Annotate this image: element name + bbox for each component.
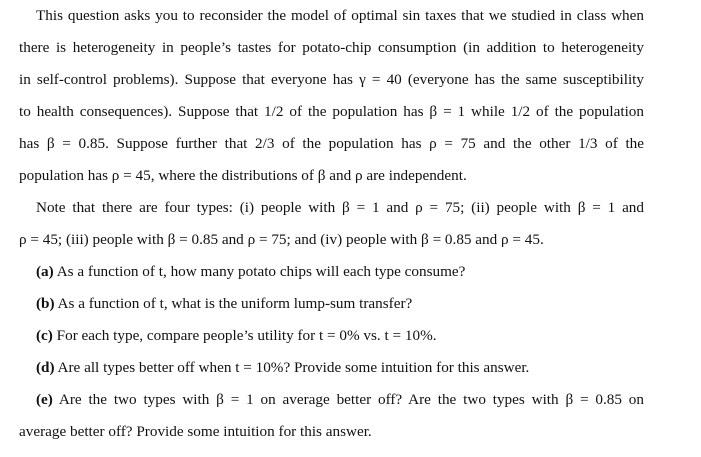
question-d-text: Are all types better off when t = 10%? Provide some intuition for this answer. [57,359,530,376]
question-b [36,294,412,314]
paragraph-1-line-4: to health consequences). Suppose that 1/2 of the population has β = 1 while 1/2 of the population [19,103,644,120]
paragraph-1-line-2: there is heterogeneity in people’s tastes for potato-chip consumption (in addition to heterogeneity [19,39,644,56]
question-a [36,262,465,282]
paragraph-1-line-6: population has ρ = 45, where the distributions of β and ρ are independent. [19,167,467,184]
question-b-label: (b) [36,295,55,312]
paragraph-1-line-3: in self-control problems). Suppose that everyone has γ = 40 (everyone has the same susceptibility [19,71,644,88]
question-c-text: For each type, compare people’s utility for t = 0% vs. t = 10%. [56,327,437,344]
question-b-text: As a function of t, what is the uniform lump-sum transfer? [57,295,413,312]
question-d-label: (d) [36,359,55,376]
paragraph-1-line-5: has β = 0.85. Suppose further that 2/3 of the population has ρ = 75 and the other 1/3 of the [19,135,644,152]
question-c [36,326,437,346]
question-c-label: (c) [36,327,53,344]
question-e-text-continued: average better off? Provide some intuition for this answer. [19,423,372,440]
question-e-continued [19,422,372,442]
question-e-text: Are the two types with β = 1 on average better off? Are the two types with β = 0.85 on [58,391,644,408]
question-a-label: (a) [36,263,54,280]
question-e [36,390,644,410]
question-a-text: As a function of t, how many potato chips will each type consume? [56,263,466,280]
paragraph-1-line-1: This question asks you to reconsider the model of optimal sin taxes that we studied in class when [36,7,644,24]
question-e-label: (e) [36,391,53,408]
paragraph-2-line-1: Note that there are four types: (i) people with β = 1 and ρ = 75; (ii) people with β = 1 and [36,199,644,216]
question-d [36,358,529,378]
paragraph-2-line-2: ρ = 45; (iii) people with β = 0.85 and ρ = 75; and (iv) people with β = 0.85 and ρ = 45. [19,231,544,248]
